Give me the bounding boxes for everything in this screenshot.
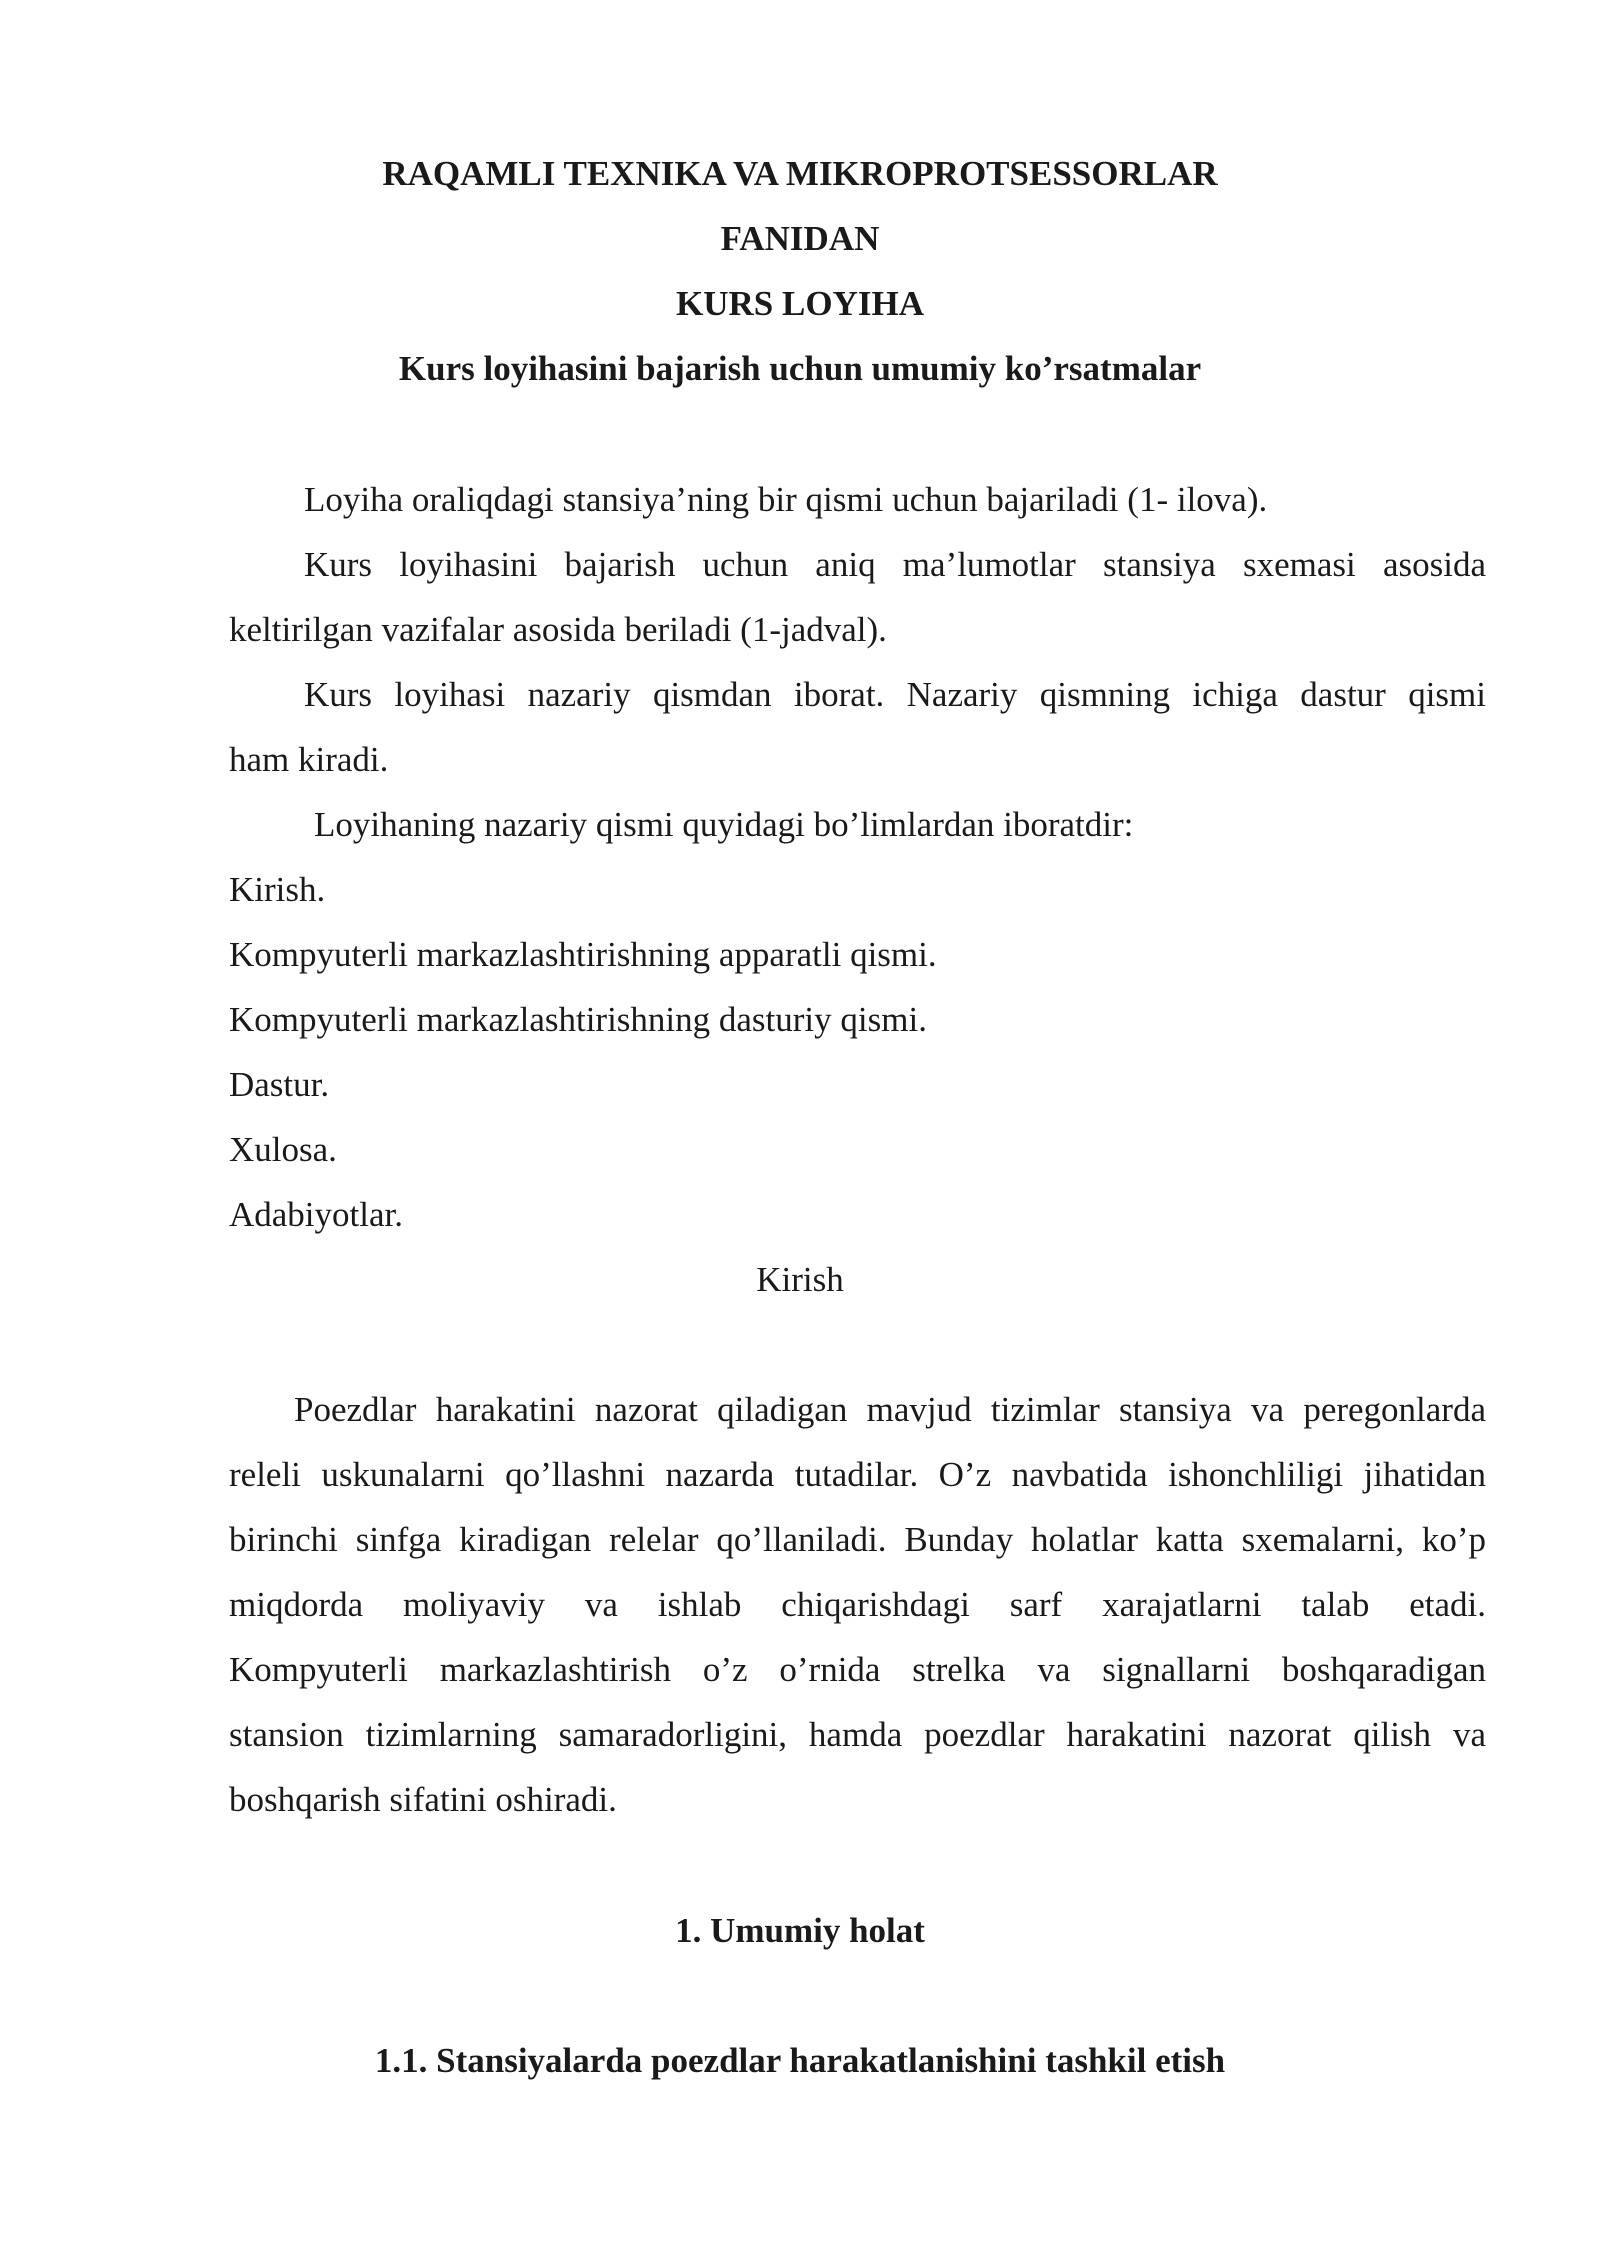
intro-paragraph-3-line-2: ham kiradi.: [229, 740, 389, 779]
kirish-paragraph-line: stansion tizimlarning samaradorligini, hamda poezdlar harakatini nazorat qilish va: [229, 1715, 1486, 1754]
kirish-heading: Kirish: [756, 1260, 844, 1299]
sections-list-item: Dastur.: [229, 1065, 330, 1104]
kirish-paragraph-line: birinchi sinfga kiradigan relelar qo’llaniladi. Bunday holatlar katta sxemalarni, ko’p: [229, 1520, 1486, 1559]
intro-paragraph-1: Loyiha oraliqdagi stansiya’ning bir qismi uchun bajariladi (1- ilova).: [304, 480, 1268, 519]
subsection-heading: 1.1. Stansiyalarda poezdlar harakatlanishini tashkil etish: [374, 2041, 1226, 2080]
section-heading: 1. Umumiy holat: [675, 1911, 925, 1950]
kirish-paragraph-line: Poezdlar harakatini nazorat qiladigan mavjud tizimlar stansiya va peregonlarda: [294, 1390, 1486, 1429]
document-title: RAQAMLI TEXNIKA VA MIKROPROTSESSORLAR: [382, 154, 1218, 193]
sections-list-item: Kompyuterli markazlashtirishning dasturiy qismi.: [229, 1000, 927, 1039]
kirish-paragraph-line: boshqarish sifatini oshiradi.: [229, 1780, 617, 1819]
intro-paragraph-2-line-1: Kurs loyihasini bajarish uchun aniq ma’lumotlar stansiya sxemasi asosida: [304, 545, 1486, 584]
kirish-paragraph-line: miqdorda moliyaviy va ishlab chiqarishdagi sarf xarajatlarni talab etadi.: [229, 1585, 1486, 1624]
intro-paragraph-2-line-2: keltirilgan vazifalar asosida beriladi (1-jadval).: [229, 610, 887, 649]
document-title-type: KURS LOYIHA: [676, 284, 924, 323]
kirish-paragraph-line: releli uskunalarni qo’llashni nazarda tutadilar. O’z navbatida ishonchliligi jihatidan: [229, 1455, 1486, 1494]
sections-list-item: Xulosa.: [229, 1130, 337, 1169]
sections-list-item: Kompyuterli markazlashtirishning apparatli qismi.: [229, 935, 937, 974]
intro-paragraph-4: Loyihaning nazariy qismi quyidagi bo’limlardan iboratdir:: [314, 805, 1134, 844]
sections-list-item: Adabiyotlar.: [229, 1195, 403, 1234]
intro-paragraph-3-line-1: Kurs loyihasi nazariy qismdan iborat. Nazariy qismning ichiga dastur qismi: [304, 675, 1486, 714]
sections-list-item: Kirish.: [229, 870, 326, 909]
kirish-paragraph-line: Kompyuterli markazlashtirish o’z o’rnida strelka va signallarni boshqaradigan: [229, 1650, 1486, 1689]
document-subtitle: Kurs loyihasini bajarish uchun umumiy ko’rsatmalar: [398, 349, 1202, 388]
document-title-subject: FANIDAN: [720, 219, 880, 258]
